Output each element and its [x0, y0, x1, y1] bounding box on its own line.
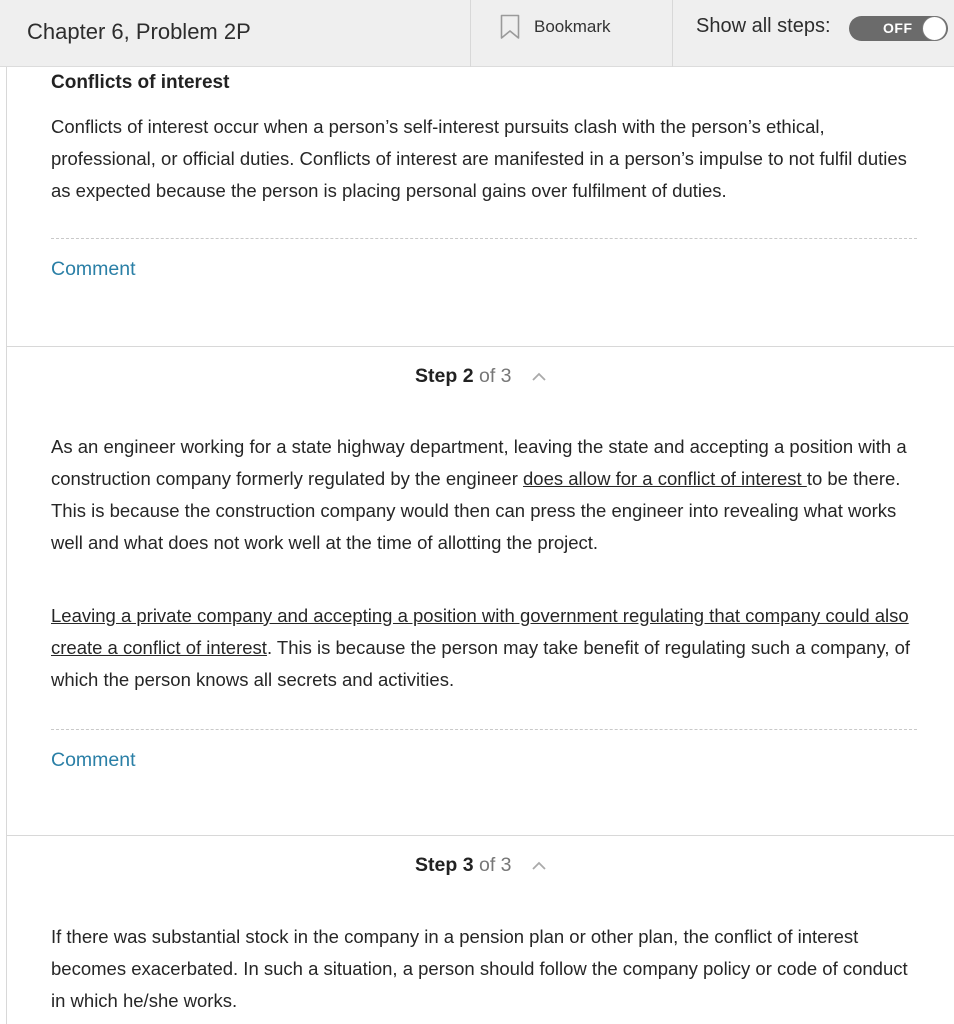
underlined-text: Leaving a private company and accepting a position with government regulating that company could also create a conflict of interest	[51, 605, 909, 658]
comment-link[interactable]: Comment	[51, 258, 136, 280]
step-label: Step	[415, 365, 458, 387]
text-span: As an engineer working for a state highway department, leaving the state and accepting a position with a construction company formerly regulated by the engineer	[51, 436, 907, 489]
show-all-steps-toggle[interactable]	[849, 16, 948, 41]
problem-header	[0, 0, 954, 67]
chevron-up-icon[interactable]	[531, 854, 547, 877]
show-all-steps-label: Show all steps:	[696, 15, 831, 37]
bookmark-button[interactable]	[500, 12, 611, 42]
step-number: 3	[462, 854, 474, 876]
step-3-paragraph: If there was substantial stock in the company in a pension plan or other plan, the conflict of interest becomes exacerbated. In such a situation, a person should follow the company policy or code of conduct in which he/she works.	[51, 926, 908, 1011]
text-span: . This is because the person may take benefit of regulating such a company, of which the person knows all secrets and activities.	[51, 637, 911, 690]
step-2-header	[7, 365, 954, 388]
step-1-panel	[6, 67, 954, 346]
step-1-paragraph: Conflicts of interest occur when a person’s self-interest pursuits clash with the person’s ethical, professional, or official duties. Conflicts of interest are manifested in a person’s impulse to not fulfil duties as expected because the person is placing personal gains over fulfilment of duties.	[51, 116, 907, 201]
divider	[51, 238, 917, 239]
step-2-paragraph-2	[51, 600, 921, 696]
step-2-paragraph-1	[51, 431, 921, 559]
text-span: to be there. This is because the construction company would then can press the engineer into revealing what works well and what does not work well at the time of allotting the project.	[51, 468, 901, 553]
bookmark-icon	[500, 14, 520, 40]
underlined-text: does allow for a conflict of interest	[523, 468, 807, 489]
header-divider	[672, 0, 673, 67]
toggle-knob	[922, 16, 947, 41]
step-2-panel	[6, 346, 954, 835]
chevron-up-icon[interactable]	[531, 365, 547, 388]
step-of-total: of 3	[479, 365, 512, 387]
step-3-header	[7, 854, 954, 877]
divider	[51, 729, 917, 730]
bookmark-label: Bookmark	[534, 17, 611, 36]
comment-link[interactable]: Comment	[51, 749, 136, 771]
step-3-panel	[6, 835, 954, 1024]
header-divider	[470, 0, 471, 67]
step-of-total: of 3	[479, 854, 512, 876]
page-title: Chapter 6, Problem 2P	[27, 19, 251, 44]
section-title: Conflicts of interest	[51, 72, 230, 93]
step-label: Step	[415, 854, 458, 876]
toggle-state-label: OFF	[883, 20, 913, 36]
step-number: 2	[462, 365, 474, 387]
